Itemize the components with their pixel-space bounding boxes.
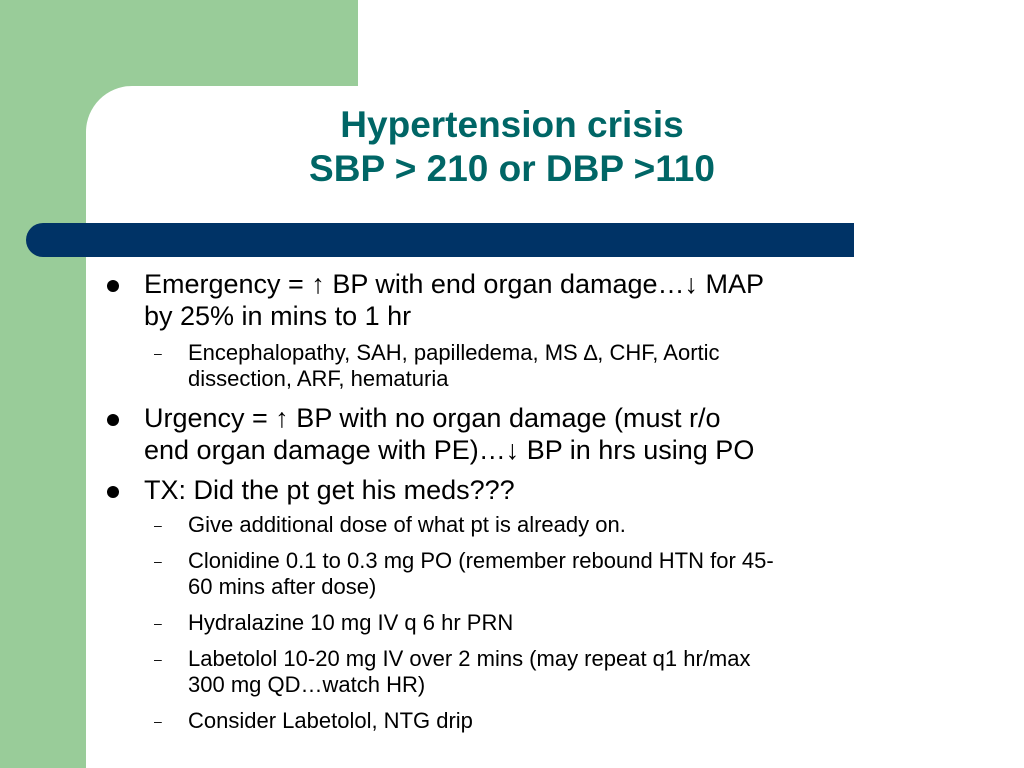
slide-body [104,268,954,744]
sub-bullet-hydralazine [104,610,954,636]
bullet-dot-icon [107,280,119,292]
sub-bullet-text-line: Hydralazine 10 mg IV q 6 hr PRN [188,610,514,635]
sub-bullet-text-line: Labetolol 10-20 mg IV over 2 mins (may repeat q1 hr/max [188,646,751,671]
dash-icon: – [154,651,162,667]
sub-bullet-emergency-causes [104,340,954,392]
bullet-dot-icon [107,486,119,498]
sub-bullet-drips [104,708,954,734]
bullet-dot-icon [107,414,119,426]
sub-bullet-text-line: Consider Labetolol, NTG drip [188,708,473,733]
bullet-text-line: Emergency = ↑ BP with end organ damage…↓ MAP [144,269,765,299]
dash-icon: – [154,615,162,631]
title-line-2: SBP > 210 or DBP >110 [309,148,715,189]
bullet-treatment [104,474,954,506]
bullet-urgency [104,402,954,466]
bullet-text-line: Urgency = ↑ BP with no organ damage (must r/o [144,403,721,433]
sub-bullet-text-line: dissection, ARF, hematuria [188,366,449,391]
dash-icon: – [154,517,162,533]
bullet-text-line: TX: Did the pt get his meds??? [144,475,515,505]
sub-bullet-additional-dose [104,512,954,538]
sub-bullet-text-line: 60 mins after dose) [188,574,377,599]
dash-icon: – [154,713,162,729]
sub-bullet-labetolol [104,646,954,698]
sub-bullet-text-line: Clonidine 0.1 to 0.3 mg PO (remember rebound HTN for 45- [188,548,774,573]
dash-icon: – [154,553,162,569]
sub-bullet-text-line: 300 mg QD…watch HR) [188,672,426,697]
bullet-text-line: by 25% in mins to 1 hr [144,301,412,331]
sub-bullet-clonidine [104,548,954,600]
title-line-1: Hypertension crisis [340,104,684,145]
bullet-text-line: end organ damage with PE)…↓ BP in hrs using PO [144,435,755,465]
bullet-emergency [104,268,954,332]
sub-bullet-text-line: Encephalopathy, SAH, papilledema, MS ∆, CHF, Aortic [188,340,720,365]
sub-bullet-text-line: Give additional dose of what pt is already on. [188,512,626,537]
slide-title [86,103,938,191]
title-divider-bar [26,223,854,257]
dash-icon: – [154,345,162,361]
